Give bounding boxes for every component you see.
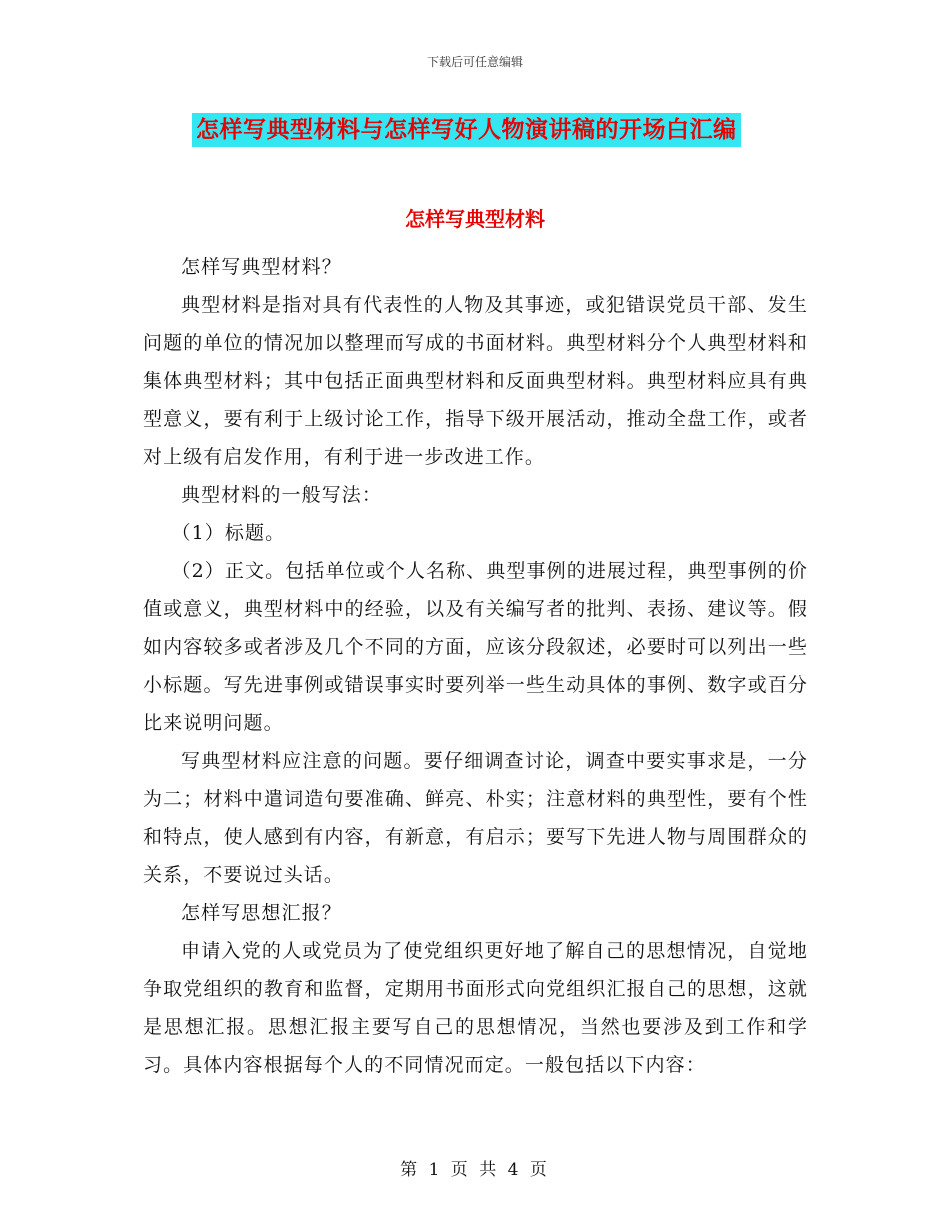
paragraph-notes: 写典型材料应注意的问题。要仔细调查讨论，调查中要实事求是，一分为二；材料中遣词造句要准确、鲜亮、朴实；注意材料的典型性，要有个性和特点，使人感到有内容，有新意，有启示；要写下先进人物与周围群众的关系，不要说过头话。: [143, 750, 808, 886]
document-body: [143, 248, 808, 1084]
page-header-note: 下载后可任意编辑: [426, 55, 523, 69]
section-title: 怎样写典型材料: [405, 207, 545, 231]
paragraph-question-heading: 怎样写典型材料？: [181, 256, 342, 278]
paragraph-report-heading: 怎样写思想汇报？: [181, 902, 342, 924]
paragraph-general-method: 典型材料的一般写法：: [181, 484, 383, 506]
paragraph-item-body: （2）正文。包括单位或个人名称、典型事例的进展过程，典型事例的价值或意义，典型材料中的经验，以及有关编写者的批判、表扬、建议等。假如内容较多或者涉及几个不同的方面，应该分段叙述，必要时可以列出一些小标题。写先进事例或错误事实时要列举一些生动具体的事例、数字或百分比来说明问题。: [143, 560, 808, 734]
paragraph-definition: 典型材料是指对具有代表性的人物及其事迹，或犯错误党员干部、发生问题的单位的情况加以整理而写成的书面材料。典型材料分个人典型材料和集体典型材料；其中包括正面典型材料和反面典型材料。典型材料应具有典型意义，要有利于上级讨论工作，指导下级开展活动，推动全盘工作，或者对上级有启发作用，有利于进一步改进工作。: [143, 294, 808, 468]
paragraph-report-body: 申请入党的人或党员为了使党组织更好地了解自己的思想情况，自觉地争取党组织的教育和监督，定期用书面形式向党组织汇报自己的思想，这就是思想汇报。思想汇报主要写自己的思想情况，当然也要涉及到工作和学习。具体内容根据每个人的不同情况而定。一般包括以下内容：: [143, 940, 808, 1076]
document-title: 怎样写典型材料与怎样写好人物演讲稿的开场白汇编: [192, 113, 741, 147]
page-number-footer: 第 1 页 共 4 页: [400, 1160, 550, 1180]
paragraph-item-title: （1）标题。: [171, 522, 286, 544]
